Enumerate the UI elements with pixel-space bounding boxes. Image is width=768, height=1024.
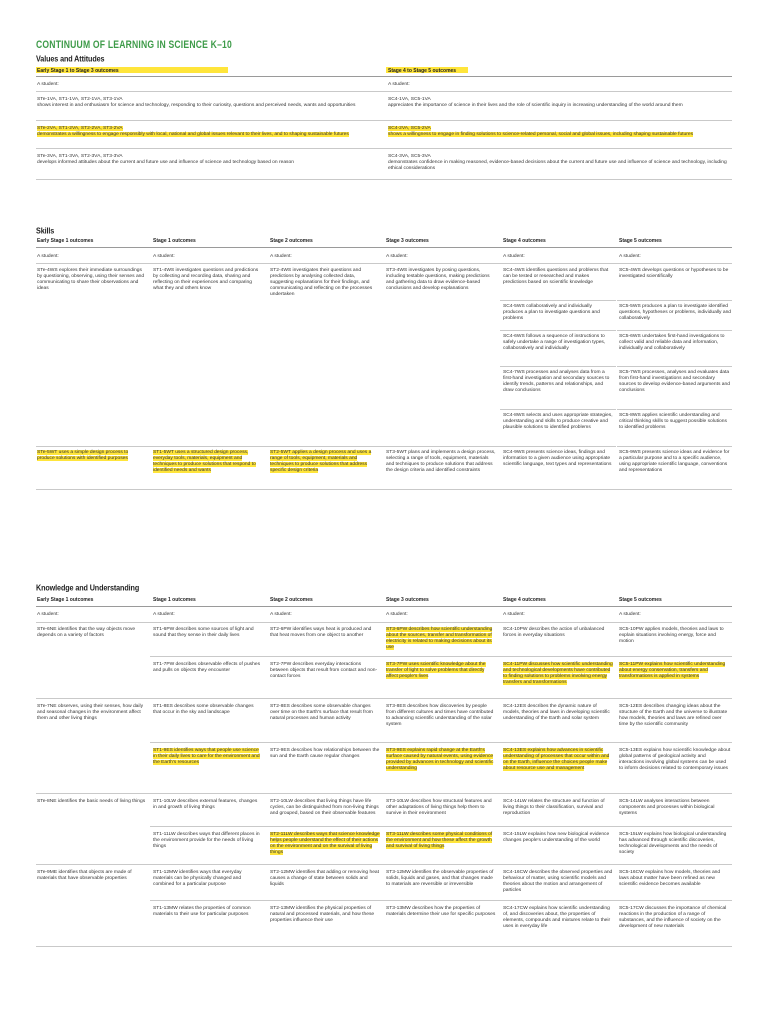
knowledge-cell-0-4: SC4-10PW describes the action of unbalanced forces in everyday situations — [503, 627, 605, 638]
skills-s5-item-4: SC5-8WS applies scientific understanding and critical thinking skills to suggest possible solutions to identified problems — [619, 413, 727, 430]
knowledge-cell-5-2 — [270, 832, 380, 856]
skills-s4-item-2: SC4-6WS follows a sequence of instructions to safely undertake a range of investigation types, collaboratively and individually — [503, 334, 606, 351]
knowledge-cell-0-1: ST1-6PW describes some sources of light and sound that they sense in their daily lives — [153, 627, 254, 638]
knowledge-cell-4-2: ST2-10LW describes that living things have life cycles, can be distinguished from non-living things and grouped, based on their observable features — [270, 799, 379, 816]
skills-s5-item-2: SC5-6WS undertakes first-hand investigations to collect valid and reliable data and information, individually and collaboratively — [619, 334, 725, 351]
values-left-cell-3: STe-3VA, ST1-3VA, ST2-3VA, ST3-3VA develops informed attitudes about the current and future use and influence of science and technology based on reason — [37, 154, 294, 165]
skills-header-0: Early Stage 1 outcomes — [37, 238, 94, 244]
values-row-rule — [36, 120, 732, 121]
skills-es1-wt-highlight: STe-5WT uses a simple design process to produce solutions with identified purposes — [37, 450, 129, 461]
skills-s2-ws: ST2-4WS investigates their questions and predictions by analysing collected data, suggesting explanations for their findings, and communicating and reflecting on the processes undertaken — [270, 268, 373, 297]
skills-s3-ws: ST3-4WS investigates by posing questions, including testable questions, making predictions and gathering data to draw evidence-based conclusions and develop explanations — [386, 268, 490, 291]
skills-astudent-1: A student: — [153, 254, 175, 259]
knowledge-cell-1-1: ST1-7PW describes observable effects of pushes and pulls on objects they encounter — [153, 662, 261, 673]
knowledge-cell-2-2: ST2-8ES describes some observable changes over time on the Earth's surface that result from natural processes and human activity — [270, 704, 373, 721]
knowledge-header-2: Stage 2 outcomes — [270, 597, 313, 603]
knowledge-cell-0-3 — [386, 627, 496, 651]
skills-s5-rule — [617, 330, 732, 331]
skills-astudent-rule — [36, 263, 732, 264]
skills-header-rule — [36, 247, 732, 248]
knowledge-cell-2-5: SC5-12ES describes changing ideas about the structure of the Earth and the universe to illustrate how models, theories and laws are refined over time by the scientific community — [619, 704, 728, 727]
skills-astudent-5: A student: — [619, 254, 641, 259]
knowledge-row-rule — [36, 698, 732, 699]
knowledge-row-rule — [150, 900, 732, 901]
skills-astudent-0: A student: — [37, 254, 59, 259]
skills-s4-rule — [500, 446, 616, 447]
knowledge-row-rule — [150, 656, 732, 657]
skills-ws-rule — [36, 446, 500, 447]
knowledge-cell-6-2: ST2-12MW identifies that adding or removing heat causes a change of state between solids and liquids — [270, 870, 380, 887]
knowledge-cell-0-5: SC5-10PW applies models, theories and laws to explain situations involving energy, force and motion — [619, 627, 724, 644]
knowledge-cell-2-1: ST1-8ES describes some observable changes that occur in the sky and landscape — [153, 704, 254, 715]
knowledge-cell-2-4: SC4-12ES describes the dynamic nature of models, theories and laws in developing scientific understanding of the Earth and solar system — [503, 704, 610, 721]
skills-s5-item-1: SC5-5WS produces a plan to investigate identified questions, hypotheses or problems, individually and collaboratively — [619, 304, 732, 321]
knowledge-cell-3-1 — [153, 748, 261, 766]
values-right-cell-3: SC4-3VA, SC5-3VA demonstrates confidence in making reasoned, evidence-based decisions about the current and future use and influence of science and technology, including ethical considerations — [388, 154, 727, 171]
skills-heading: Skills — [36, 225, 55, 236]
skills-s2-wt-highlight: ST2-5WT applies a design process and uses a range of tools, equipment, materials and techniques to produce solutions that address specific design criteria — [270, 450, 372, 473]
skills-s5-rule — [617, 300, 732, 301]
values-row-rule — [36, 91, 732, 92]
skills-s1-ws: ST1-4WS investigates questions and predictions by collecting and recording data, sharing and reflecting on their experiences and comparing what they and others know — [153, 268, 259, 291]
knowledge-cell-5-1: ST1-11LW describes ways that different places in the environment provide for the needs of living things — [153, 832, 260, 849]
knowledge-header-rule — [36, 606, 732, 607]
skills-astudent-4: A student: — [503, 254, 525, 259]
knowledge-row-rule — [150, 826, 732, 827]
knowledge-cell-5-5: SC5-15LW explains how biological understanding has advanced through scientific discoveries, technological developments and the needs of society — [619, 832, 727, 855]
knowledge-row-rule — [36, 864, 732, 865]
knowledge-cell-1-5-highlight: SC5-11PW explains how scientific understanding about energy conservation, transfers and transformations is applied in systems — [619, 662, 726, 679]
values-right-cell-2-highlight: SC4-2VA, SC5-2VA shows a willingness to engage in finding solutions to science-related personal, social and global issues, including shaping sustainable futures — [388, 126, 694, 137]
values-heading: Values and Attitudes — [36, 53, 105, 64]
knowledge-astudent-4: A student: — [503, 612, 525, 617]
skills-es1-wt — [37, 450, 147, 462]
skills-s5-item-0: SC5-4WS develops questions or hypotheses to be investigated scientifically — [619, 268, 729, 279]
knowledge-astudent-rule — [36, 622, 732, 623]
knowledge-cell-5-3 — [386, 832, 496, 850]
skills-s4-rule — [500, 330, 616, 331]
knowledge-cell-7-1: ST1-13MW relates the properties of common materials to their use for particular purposes — [153, 906, 251, 917]
knowledge-header-0: Early Stage 1 outcomes — [37, 597, 94, 603]
knowledge-row-rule — [36, 793, 732, 794]
knowledge-astudent-1: A student: — [153, 612, 175, 617]
values-right-cell-1: SC4-1VA, SC5-1VA appreciates the importance of science in their lives and the role of scientific inquiry in increasing understanding of the world around them — [388, 97, 683, 108]
skills-s4-item-1: SC4-5WS collaboratively and individually produces a plan to investigate questions and problems — [503, 304, 600, 321]
knowledge-astudent-2: A student: — [270, 612, 292, 617]
knowledge-cell-3-1-highlight: ST1-9ES identifies ways that people use science in their daily lives to care for the environment and the Earth's resources — [153, 748, 260, 765]
knowledge-cell-4-1: ST1-10LW describes external features, changes in and growth of living things — [153, 799, 258, 810]
knowledge-cell-6-5: SC5-16CW explains how models, theories and laws about matter have been refined as new scientific evidence becomes available — [619, 870, 721, 887]
knowledge-header-4: Stage 4 outcomes — [503, 597, 546, 603]
knowledge-cell-5-4: SC4-15LW explains how new biological evidence changes people's understanding of the world — [503, 832, 610, 843]
knowledge-cell-1-2: ST2-7PW describes everyday interactions between objects that result from contact and non-contact forces — [270, 662, 378, 679]
skills-s5-item-3: SC5-7WS processes, analyses and evaluates data from first-hand investigations and secondary sources to develop evidence-based arguments and conclusions — [619, 370, 730, 393]
skills-s5-item-5: SC5-9WS presents science ideas and evidence for a particular purpose and to a specific audience, using appropriate scientific language, conventions and representations — [619, 450, 730, 473]
knowledge-cell-2-0: STe-7NE observes, using their senses, how daily and seasonal changes in the environment affect them and other living things — [37, 704, 144, 721]
skills-s5-rule — [617, 409, 732, 410]
skills-s4-item-4: SC4-8WS selects and uses appropriate strategies, understanding and skills to produce creative and plausible solutions to identified problems — [503, 413, 613, 430]
knowledge-astudent-0: A student: — [37, 612, 59, 617]
skills-s5-rule — [617, 446, 732, 447]
skills-s4-rule — [500, 300, 616, 301]
values-row-rule — [36, 179, 732, 180]
skills-header-4: Stage 4 outcomes — [503, 238, 546, 244]
skills-bottom-rule — [36, 489, 732, 490]
skills-s1-wt-highlight: ST1-5WT uses a structured design process, everyday tools, materials, equipment and techniques to produce solutions that respond to identified needs and wants — [153, 450, 256, 473]
knowledge-cell-6-4: SC4-16CW describes the observed properties and behaviour of matter, using scientific models and theories about the motion and arrangement of particles — [503, 870, 613, 893]
values-right-header: Stage 4 to Stage 5 outcomes — [388, 68, 457, 74]
knowledge-header-5: Stage 5 outcomes — [619, 597, 662, 603]
skills-header-2: Stage 2 outcomes — [270, 238, 313, 244]
skills-astudent-3: A student: — [386, 254, 408, 259]
knowledge-cell-4-5: SC5-14LW analyses interactions between components and processes within biological systems — [619, 799, 715, 816]
skills-astudent-2: A student: — [270, 254, 292, 259]
knowledge-cell-6-3: ST3-12MW identifies the observable properties of solids, liquids and gases, and that changes made to materials are reversible or irreversible — [386, 870, 494, 887]
skills-s5-rule — [617, 366, 732, 367]
values-left-cell-0: A student: — [37, 82, 59, 87]
knowledge-cell-7-5: SC5-17CW discusses the importance of chemical reactions in the production of a range of substances, and the influence of society on the development of new materials — [619, 906, 727, 929]
skills-s3-wt: ST3-5WT plans and implements a design process, selecting a range of tools, equipment, materials and techniques to produce solutions that address the design criteria and identified constraints — [386, 450, 496, 473]
knowledge-cell-3-5: SC5-13ES explains how scientific knowledge about global patterns of geological activity and interactions involving global systems can be used to inform decisions related to contemporary issues — [619, 748, 731, 771]
knowledge-cell-7-2: ST2-13MW identifies the physical properties of natural and processed materials, and how these properties influence their use — [270, 906, 375, 923]
knowledge-cell-1-3-highlight: ST3-7PW uses scientific knowledge about the transfer of light to solve problems that directly affect people's lives — [386, 662, 486, 679]
knowledge-cell-1-4 — [503, 662, 613, 686]
knowledge-header-1: Stage 1 outcomes — [153, 597, 196, 603]
knowledge-cell-3-4 — [503, 748, 613, 772]
knowledge-astudent-3: A student: — [386, 612, 408, 617]
knowledge-cell-1-3 — [386, 662, 496, 680]
knowledge-cell-0-3-highlight: ST3-6PW describes how scientific understanding about the sources, transfer and transformation of electricity is related to making decisions about its use — [386, 627, 493, 650]
knowledge-cell-7-4: SC4-17CW explains how scientific understanding of, and discoveries about, the properties of elements, compounds and mixtures relate to their uses in everyday life — [503, 906, 611, 929]
knowledge-cell-1-4-highlight: SC4-11PW discusses how scientific understanding and technological developments have contributed to finding solutions to problems involving energy transfers and transformations — [503, 662, 613, 685]
knowledge-cell-3-2: ST2-9ES describes how relationships between the sun and the Earth cause regular changes — [270, 748, 380, 759]
knowledge-cell-3-4-highlight: SC4-13ES explains how advances in scientific understanding of processes that occur within and on the Earth, influence the choices people make about resource use and management — [503, 748, 610, 771]
skills-s2-wt — [270, 450, 380, 474]
knowledge-cell-0-0: STe-6NE identifies that the way objects move depends on a variety of factors — [37, 627, 136, 638]
skills-s4-item-3: SC4-7WS processes and analyses data from a first-hand investigation and secondary sources to identify trends, patterns and relationships, and draw conclusions — [503, 370, 610, 393]
skills-s4-item-5: SC4-9WS presents science ideas, findings and information to a given audience using appropriate scientific language, text types and representations — [503, 450, 612, 467]
skills-s1-wt — [153, 450, 261, 474]
values-right-cell-2 — [388, 126, 728, 138]
knowledge-cell-3-3-highlight: ST3-9ES explains rapid change at the Earth's surface caused by natural events, using evidence provided by advances in technology and scientific understanding — [386, 748, 494, 771]
knowledge-astudent-5: A student: — [619, 612, 641, 617]
knowledge-cell-2-3: ST3-8ES describes how discoveries by people from different cultures and times have contributed to advancing scientific understanding of the solar system — [386, 704, 494, 727]
values-right-cell-0: A student: — [388, 82, 410, 87]
knowledge-cell-6-1: ST1-12MW identifies ways that everyday materials can be physically changed and combined for a particular purpose — [153, 870, 242, 887]
values-left-header: Early Stage 1 to Stage 3 outcomes — [37, 68, 119, 74]
skills-header-1: Stage 1 outcomes — [153, 238, 196, 244]
knowledge-heading: Knowledge and Understanding — [36, 582, 140, 593]
knowledge-cell-4-0: STe-8NE identifies the basic needs of living things — [37, 799, 146, 804]
knowledge-cell-6-0: STe-9ME identifies that objects are made of materials that have observable properties — [37, 870, 132, 881]
skills-s4-rule — [500, 366, 616, 367]
knowledge-cell-1-5 — [619, 662, 731, 680]
knowledge-cell-5-2-highlight: ST2-11LW describes ways that science knowledge helps people understand the effect of their actions on the environment and on the survival of living things — [270, 832, 380, 855]
knowledge-cell-7-3: ST3-13MW describes how the properties of materials determine their use for specific purposes — [386, 906, 496, 917]
values-left-cell-2 — [37, 126, 367, 138]
knowledge-cell-0-2: ST2-6PW identifies ways heat is produced and that heat moves from one object to another — [270, 627, 372, 638]
knowledge-cell-4-3: ST3-10LW describes how structural features and other adaptations of living things help them to survive in their environment — [386, 799, 492, 816]
values-left-cell-2-highlight: STe-2VA, ST1-2VA, ST2-2VA, ST3-2VA demonstrates a willingness to engage responsibly with local, national and global issues relevant to their lives, and to shaping sustainable futures — [37, 126, 349, 137]
knowledge-header-3: Stage 3 outcomes — [386, 597, 429, 603]
knowledge-cell-3-3 — [386, 748, 496, 772]
skills-es1-ws: STe-4WS explores their immediate surroundings by questioning, observing, using their senses and communicating to share their observations and ideas — [37, 268, 145, 291]
values-header-rule — [36, 76, 732, 77]
skills-header-5: Stage 5 outcomes — [619, 238, 662, 244]
skills-header-3: Stage 3 outcomes — [386, 238, 429, 244]
knowledge-bottom-rule — [36, 946, 732, 947]
knowledge-cell-5-3-highlight: ST3-11LW describes some physical conditions of the environment and how these affect the growth and survival of living things — [386, 832, 493, 849]
knowledge-row-rule — [150, 742, 732, 743]
knowledge-cell-4-4: SC4-14LW relates the structure and function of living things to their classification, survival and reproduction — [503, 799, 605, 816]
document-title: CONTINUUM OF LEARNING IN SCIENCE K–10 — [36, 38, 233, 51]
values-left-cell-1: STe-1VA, ST1-1VA, ST2-1VA, ST3-1VA shows interest in and enthusiasm for science and technology, responding to their curiosity, questions and perceived needs, wants and opportunities — [37, 97, 356, 108]
values-row-rule — [36, 148, 732, 149]
skills-s4-item-0: SC4-4WS identifies questions and problems that can be tested or researched and makes predictions based on scientific knowledge — [503, 268, 609, 285]
skills-s4-rule — [500, 409, 616, 410]
